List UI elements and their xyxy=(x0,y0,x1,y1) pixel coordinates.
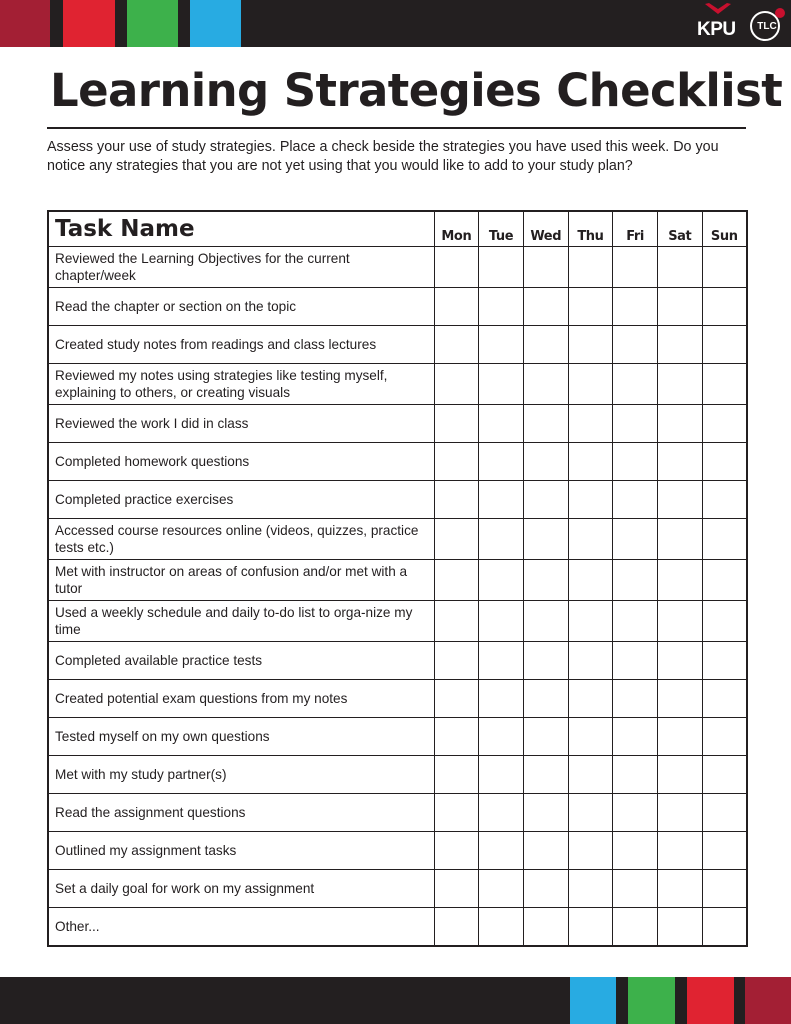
day-header-thu: Thu xyxy=(568,211,613,247)
header-bar xyxy=(0,0,791,47)
checklist-table xyxy=(47,210,748,947)
check-cell-wed[interactable] xyxy=(523,326,568,364)
kpu-logo-text: KPU xyxy=(697,19,736,40)
check-cell-fri[interactable] xyxy=(613,519,658,560)
check-cell-fri[interactable] xyxy=(613,794,658,832)
check-cell-sun[interactable] xyxy=(702,642,747,680)
table-row xyxy=(48,326,747,364)
footer-bar xyxy=(0,977,791,1024)
check-cell-sun[interactable] xyxy=(702,247,747,288)
check-cell-fri[interactable] xyxy=(613,680,658,718)
check-cell-wed[interactable] xyxy=(523,443,568,481)
check-cell-thu[interactable] xyxy=(568,364,613,405)
check-cell-sat[interactable] xyxy=(657,794,702,832)
header-stripe-red xyxy=(63,0,115,47)
footer-stripe-maroon xyxy=(745,977,791,1024)
check-cell-fri[interactable] xyxy=(613,832,658,870)
kpu-logo xyxy=(693,2,745,44)
check-cell-mon[interactable] xyxy=(434,364,479,405)
check-cell-fri[interactable] xyxy=(613,908,658,946)
table-row xyxy=(48,560,747,601)
check-cell-mon[interactable] xyxy=(434,756,479,794)
check-cell-tue[interactable] xyxy=(479,443,524,481)
task-name-cell: Reviewed the work I did in class xyxy=(48,405,434,443)
check-cell-mon[interactable] xyxy=(434,680,479,718)
check-cell-thu[interactable] xyxy=(568,481,613,519)
check-cell-sun[interactable] xyxy=(702,680,747,718)
table-header-row xyxy=(48,211,747,247)
check-cell-wed[interactable] xyxy=(523,560,568,601)
check-cell-sun[interactable] xyxy=(702,443,747,481)
check-cell-mon[interactable] xyxy=(434,443,479,481)
check-cell-sun[interactable] xyxy=(702,560,747,601)
check-cell-tue[interactable] xyxy=(479,326,524,364)
check-cell-fri[interactable] xyxy=(613,364,658,405)
check-cell-tue[interactable] xyxy=(479,247,524,288)
task-name-cell: Read the chapter or section on the topic xyxy=(48,288,434,326)
header-stripe-blue xyxy=(190,0,241,47)
check-cell-fri[interactable] xyxy=(613,642,658,680)
table-row xyxy=(48,481,747,519)
day-header-fri: Fri xyxy=(613,211,658,247)
day-header-sun: Sun xyxy=(702,211,747,247)
table-row xyxy=(48,870,747,908)
check-cell-sat[interactable] xyxy=(657,288,702,326)
task-name-cell: Set a daily goal for work on my assignment xyxy=(48,870,434,908)
check-cell-fri[interactable] xyxy=(613,326,658,364)
day-header-mon: Mon xyxy=(434,211,479,247)
check-cell-sun[interactable] xyxy=(702,870,747,908)
table-row xyxy=(48,718,747,756)
check-cell-mon[interactable] xyxy=(434,326,479,364)
check-cell-sat[interactable] xyxy=(657,718,702,756)
check-cell-thu[interactable] xyxy=(568,601,613,642)
check-cell-thu[interactable] xyxy=(568,288,613,326)
check-cell-sat[interactable] xyxy=(657,364,702,405)
check-cell-sat[interactable] xyxy=(657,908,702,946)
footer-stripe-blue xyxy=(570,977,616,1024)
day-header-wed: Wed xyxy=(523,211,568,247)
check-cell-sun[interactable] xyxy=(702,481,747,519)
table-row xyxy=(48,288,747,326)
page-title: Learning Strategies Checklist xyxy=(50,64,783,117)
task-name-cell: Reviewed my notes using strategies like testing myself, explaining to others, or creating visuals xyxy=(48,364,434,405)
check-cell-sun[interactable] xyxy=(702,718,747,756)
check-cell-tue[interactable] xyxy=(479,601,524,642)
table-row xyxy=(48,908,747,946)
check-cell-mon[interactable] xyxy=(434,794,479,832)
check-cell-tue[interactable] xyxy=(479,519,524,560)
table-row xyxy=(48,364,747,405)
check-cell-thu[interactable] xyxy=(568,519,613,560)
table-row xyxy=(48,680,747,718)
check-cell-sat[interactable] xyxy=(657,832,702,870)
check-cell-sun[interactable] xyxy=(702,405,747,443)
footer-stripe-red xyxy=(687,977,734,1024)
check-cell-thu[interactable] xyxy=(568,832,613,870)
check-cell-mon[interactable] xyxy=(434,832,479,870)
check-cell-thu[interactable] xyxy=(568,870,613,908)
task-name-cell: Other... xyxy=(48,908,434,946)
check-cell-fri[interactable] xyxy=(613,756,658,794)
check-cell-sun[interactable] xyxy=(702,832,747,870)
check-cell-sat[interactable] xyxy=(657,481,702,519)
task-name-header: Task Name xyxy=(48,211,434,247)
check-cell-sun[interactable] xyxy=(702,794,747,832)
check-cell-tue[interactable] xyxy=(479,680,524,718)
check-cell-sat[interactable] xyxy=(657,870,702,908)
check-cell-tue[interactable] xyxy=(479,642,524,680)
check-cell-wed[interactable] xyxy=(523,832,568,870)
footer-stripe-green xyxy=(628,977,675,1024)
table-row xyxy=(48,756,747,794)
check-cell-mon[interactable] xyxy=(434,908,479,946)
check-cell-mon[interactable] xyxy=(434,288,479,326)
check-cell-fri[interactable] xyxy=(613,405,658,443)
check-cell-sat[interactable] xyxy=(657,519,702,560)
table-row xyxy=(48,405,747,443)
table-row xyxy=(48,832,747,870)
check-cell-sun[interactable] xyxy=(702,364,747,405)
check-cell-sat[interactable] xyxy=(657,756,702,794)
check-cell-mon[interactable] xyxy=(434,560,479,601)
task-name-cell: Completed homework questions xyxy=(48,443,434,481)
check-cell-mon[interactable] xyxy=(434,247,479,288)
task-name-cell: Met with instructor on areas of confusion and/or met with a tutor xyxy=(48,560,434,601)
day-header-sat: Sat xyxy=(657,211,702,247)
task-rows xyxy=(48,247,747,946)
check-cell-sun[interactable] xyxy=(702,288,747,326)
table-row xyxy=(48,601,747,642)
check-cell-thu[interactable] xyxy=(568,794,613,832)
table-row xyxy=(48,642,747,680)
check-cell-sun[interactable] xyxy=(702,756,747,794)
title-divider xyxy=(47,127,746,129)
check-cell-mon[interactable] xyxy=(434,870,479,908)
check-cell-tue[interactable] xyxy=(479,364,524,405)
check-cell-thu[interactable] xyxy=(568,326,613,364)
check-cell-thu[interactable] xyxy=(568,680,613,718)
check-cell-mon[interactable] xyxy=(434,718,479,756)
check-cell-thu[interactable] xyxy=(568,908,613,946)
check-cell-wed[interactable] xyxy=(523,601,568,642)
task-name-cell: Read the assignment questions xyxy=(48,794,434,832)
task-name-cell: Created potential exam questions from my notes xyxy=(48,680,434,718)
check-cell-mon[interactable] xyxy=(434,405,479,443)
table-row xyxy=(48,794,747,832)
task-name-cell: Created study notes from readings and class lectures xyxy=(48,326,434,364)
check-cell-wed[interactable] xyxy=(523,756,568,794)
check-cell-tue[interactable] xyxy=(479,481,524,519)
check-cell-mon[interactable] xyxy=(434,642,479,680)
check-cell-wed[interactable] xyxy=(523,870,568,908)
tlc-logo-text: TLC xyxy=(757,21,777,32)
task-name-cell: Outlined my assignment tasks xyxy=(48,832,434,870)
check-cell-mon[interactable] xyxy=(434,519,479,560)
check-cell-thu[interactable] xyxy=(568,560,613,601)
check-cell-wed[interactable] xyxy=(523,405,568,443)
check-cell-tue[interactable] xyxy=(479,870,524,908)
check-cell-sat[interactable] xyxy=(657,326,702,364)
check-cell-wed[interactable] xyxy=(523,288,568,326)
check-cell-wed[interactable] xyxy=(523,642,568,680)
check-cell-sat[interactable] xyxy=(657,405,702,443)
check-cell-fri[interactable] xyxy=(613,718,658,756)
check-cell-wed[interactable] xyxy=(523,364,568,405)
table-row xyxy=(48,443,747,481)
check-cell-tue[interactable] xyxy=(479,718,524,756)
task-name-cell: Completed practice exercises xyxy=(48,481,434,519)
check-cell-sun[interactable] xyxy=(702,601,747,642)
check-cell-fri[interactable] xyxy=(613,560,658,601)
check-cell-tue[interactable] xyxy=(479,405,524,443)
check-cell-wed[interactable] xyxy=(523,680,568,718)
check-cell-sat[interactable] xyxy=(657,443,702,481)
tlc-dot-icon xyxy=(775,8,785,18)
check-cell-tue[interactable] xyxy=(479,908,524,946)
table-row xyxy=(48,519,747,560)
check-cell-thu[interactable] xyxy=(568,642,613,680)
check-cell-sun[interactable] xyxy=(702,326,747,364)
tlc-logo xyxy=(747,8,785,44)
check-cell-wed[interactable] xyxy=(523,247,568,288)
check-cell-thu[interactable] xyxy=(568,756,613,794)
check-cell-thu[interactable] xyxy=(568,405,613,443)
check-cell-thu[interactable] xyxy=(568,718,613,756)
header-stripe-maroon xyxy=(0,0,50,47)
check-cell-sun[interactable] xyxy=(702,519,747,560)
check-cell-tue[interactable] xyxy=(479,288,524,326)
check-cell-sun[interactable] xyxy=(702,908,747,946)
check-cell-mon[interactable] xyxy=(434,601,479,642)
check-cell-fri[interactable] xyxy=(613,288,658,326)
check-cell-fri[interactable] xyxy=(613,247,658,288)
header-stripe-green xyxy=(127,0,178,47)
check-cell-tue[interactable] xyxy=(479,560,524,601)
check-cell-wed[interactable] xyxy=(523,718,568,756)
check-cell-sat[interactable] xyxy=(657,601,702,642)
task-name-cell: Accessed course resources online (videos, quizzes, practice tests etc.) xyxy=(48,519,434,560)
check-cell-tue[interactable] xyxy=(479,794,524,832)
day-header-tue: Tue xyxy=(479,211,524,247)
check-cell-sat[interactable] xyxy=(657,680,702,718)
check-cell-tue[interactable] xyxy=(479,832,524,870)
task-name-cell: Completed available practice tests xyxy=(48,642,434,680)
check-cell-sat[interactable] xyxy=(657,560,702,601)
task-name-cell: Met with my study partner(s) xyxy=(48,756,434,794)
intro-text: Assess your use of study strategies. Place a check beside the strategies you have used this week. Do you notice any strategies that you are not yet using that you would like to add to your study plan? xyxy=(47,139,719,174)
kpu-bird-icon xyxy=(703,2,733,20)
check-cell-fri[interactable] xyxy=(613,481,658,519)
task-name-cell: Reviewed the Learning Objectives for the current chapter/week xyxy=(48,247,434,288)
check-cell-wed[interactable] xyxy=(523,794,568,832)
check-cell-wed[interactable] xyxy=(523,519,568,560)
table-row xyxy=(48,247,747,288)
check-cell-thu[interactable] xyxy=(568,443,613,481)
check-cell-mon[interactable] xyxy=(434,481,479,519)
check-cell-fri[interactable] xyxy=(613,870,658,908)
check-cell-wed[interactable] xyxy=(523,908,568,946)
check-cell-sat[interactable] xyxy=(657,642,702,680)
check-cell-fri[interactable] xyxy=(613,443,658,481)
check-cell-thu[interactable] xyxy=(568,247,613,288)
check-cell-fri[interactable] xyxy=(613,601,658,642)
check-cell-sat[interactable] xyxy=(657,247,702,288)
task-name-cell: Tested myself on my own questions xyxy=(48,718,434,756)
task-name-cell: Used a weekly schedule and daily to-do list to orga-nize my time xyxy=(48,601,434,642)
check-cell-tue[interactable] xyxy=(479,756,524,794)
check-cell-wed[interactable] xyxy=(523,481,568,519)
